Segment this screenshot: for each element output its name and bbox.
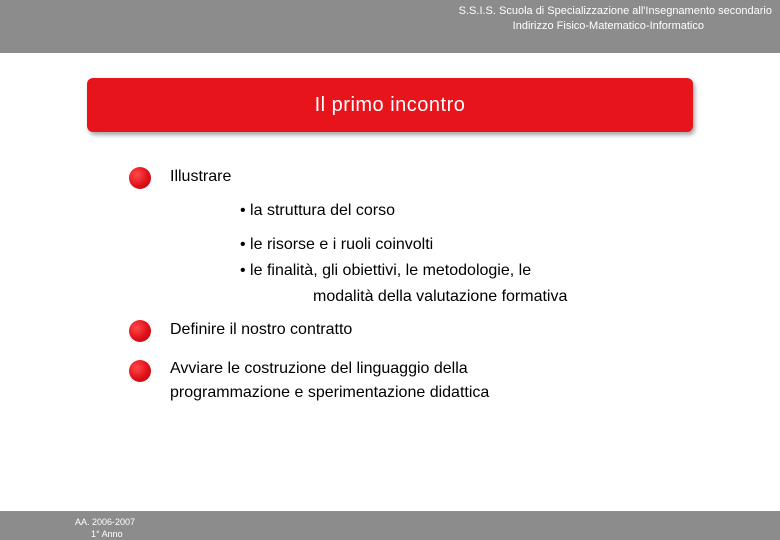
footer-bar xyxy=(0,511,780,540)
subitem-goals-continued: modalità della valutazione formativa xyxy=(313,288,568,305)
footer-course-year: 1° Anno xyxy=(91,529,123,539)
bullet-text-illustrare: Illustrare xyxy=(170,168,232,185)
red-bullet-icon xyxy=(129,320,151,342)
red-bullet-icon xyxy=(129,167,151,189)
red-bullet-icon xyxy=(129,360,151,382)
subitem-structure: • la struttura del corso xyxy=(240,202,395,219)
bullet-text-contract: Definire il nostro contratto xyxy=(170,321,353,338)
bullet-text-language-line2: programmazione e sperimentazione didattica xyxy=(170,384,490,401)
subitem-resources: • le risorse e i ruoli coinvolti xyxy=(240,236,434,253)
header-program-name: Indirizzo Fisico-Matematico-Informatico xyxy=(512,20,704,32)
bullet-text-language-line1: Avviare le costruzione del linguaggio della xyxy=(170,360,468,377)
header-bar xyxy=(0,0,780,53)
slide-title: Il primo incontro xyxy=(314,93,466,116)
footer-academic-year: AA. 2006-2007 xyxy=(75,517,136,527)
header-school-name: S.S.I.S. Scuola di Specializzazione all'Insegnamento secondario xyxy=(458,5,772,17)
slide-title-banner xyxy=(87,78,693,132)
subitem-goals: • le finalità, gli obiettivi, le metodologie, le xyxy=(240,262,532,279)
